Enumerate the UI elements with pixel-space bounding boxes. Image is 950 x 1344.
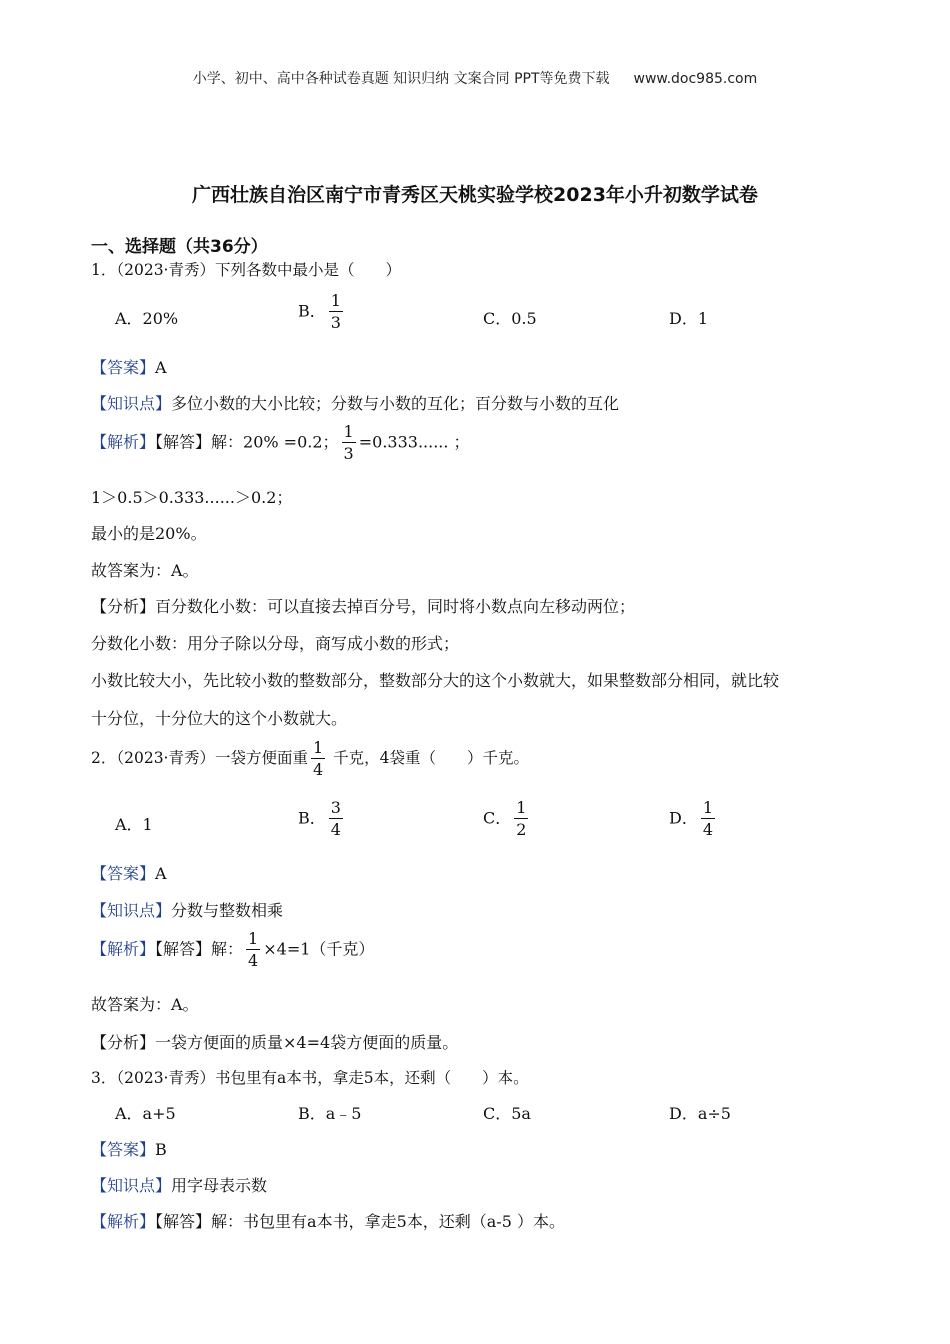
q1-knowledge bbox=[91, 391, 619, 414]
q1-solution-pre: 解：20% =0.2； bbox=[211, 432, 339, 452]
fraction-numerator: 1 bbox=[248, 929, 259, 948]
q1-solution-fraction bbox=[342, 424, 356, 462]
q2-option-b bbox=[298, 800, 346, 838]
q1-fenxi bbox=[91, 594, 635, 617]
q1-solution-post: =0.333...... ； bbox=[358, 432, 470, 452]
q2-option-a: A．1 bbox=[115, 815, 153, 834]
q3-answer-value: B bbox=[155, 1140, 167, 1159]
solution-tag: 【解答】 bbox=[155, 939, 212, 959]
fraction-denominator: 4 bbox=[702, 820, 714, 839]
header-site-link[interactable]: www.doc985.com bbox=[633, 71, 758, 87]
fraction-denominator: 3 bbox=[343, 444, 354, 463]
section-heading: 一、选择题（共36分） bbox=[91, 237, 268, 257]
q2-option-c bbox=[483, 800, 531, 838]
solution-tag: 【解答】 bbox=[155, 432, 212, 452]
q2-stem-pre: 2．（2023·青秀）一袋方便面重 bbox=[91, 749, 308, 767]
q2-option-b-label: B． bbox=[298, 808, 326, 828]
header-banner-text: 小学、初中、高中各种试卷真题 知识归纳 文案合同 PPT等免费下载 bbox=[192, 71, 610, 87]
knowledge-tag: 【知识点】 bbox=[91, 1176, 172, 1195]
q3-answer bbox=[91, 1137, 167, 1160]
q1-option-c: C．0.5 bbox=[483, 309, 537, 328]
q3-stem: 3．（2023·青秀）书包里有a本书，拿走5本，还剩（ ）本。 bbox=[91, 1069, 529, 1087]
solution-tag: 【解答】 bbox=[155, 1212, 212, 1231]
q2-option-d bbox=[669, 800, 718, 838]
fraction-denominator: 2 bbox=[516, 820, 527, 839]
q1-answer-value: A bbox=[155, 358, 167, 377]
q3-analysis bbox=[91, 1209, 565, 1232]
q2-knowledge-text: 分数与整数相乘 bbox=[171, 901, 284, 920]
knowledge-tag: 【知识点】 bbox=[91, 901, 172, 920]
q1-line3: 故答案为：A。 bbox=[91, 561, 199, 580]
q2-option-c-label: C． bbox=[483, 808, 512, 828]
q2-fenxi-text: 一袋方便面的质量×4=4袋方便面的质量。 bbox=[155, 1033, 459, 1052]
fraction-numerator: 1 bbox=[330, 291, 341, 310]
q1-line1: 1＞0.5＞0.333......＞0.2； bbox=[91, 488, 293, 507]
q2-knowledge bbox=[91, 898, 283, 921]
fraction-denominator: 4 bbox=[248, 951, 259, 970]
q3-option-d: D．a÷5 bbox=[669, 1104, 731, 1123]
q2-stem bbox=[91, 740, 529, 778]
q1-option-b-fraction bbox=[329, 293, 343, 331]
q2-option-d-fraction bbox=[701, 800, 715, 838]
fenxi-tag: 【分析】 bbox=[91, 1033, 156, 1052]
q3-knowledge bbox=[91, 1173, 267, 1196]
knowledge-tag: 【知识点】 bbox=[91, 394, 172, 413]
q1-fenxi3: 小数比较大小，先比较小数的整数部分，整数部分大的这个小数就大，如果整数部分相同，就比较 bbox=[91, 671, 780, 690]
fraction-numerator: 1 bbox=[313, 738, 324, 757]
q2-answer bbox=[91, 861, 167, 884]
q2-option-b-fraction bbox=[329, 800, 343, 838]
answer-tag: 【答案】 bbox=[91, 358, 156, 377]
fraction-denominator: 3 bbox=[330, 313, 341, 332]
q2-fenxi bbox=[91, 1030, 458, 1053]
q1-option-d: D．1 bbox=[669, 309, 709, 328]
q1-fenxi-text: 百分数化小数：可以直接去掉百分号，同时将小数点向左移动两位； bbox=[155, 597, 636, 616]
fraction-numerator: 1 bbox=[702, 798, 714, 817]
q2-stem-post: 千克，4袋重（ ）千克。 bbox=[328, 749, 529, 767]
q1-analysis bbox=[91, 424, 470, 462]
q1-option-b bbox=[298, 293, 346, 331]
fenxi-tag: 【分析】 bbox=[91, 597, 156, 616]
q3-solution-text: 解：书包里有a本书，拿走5本，还剩（a-5 ）本。 bbox=[211, 1212, 565, 1231]
q2-option-d-label: D． bbox=[669, 808, 698, 828]
q2-line1: 故答案为：A。 bbox=[91, 995, 199, 1014]
q1-answer bbox=[91, 355, 167, 378]
q3-knowledge-text: 用字母表示数 bbox=[171, 1176, 268, 1195]
q3-option-a: A．a+5 bbox=[115, 1104, 176, 1123]
analysis-tag: 【解析】 bbox=[91, 939, 156, 959]
q3-option-c: C．5a bbox=[483, 1104, 531, 1123]
fraction-numerator: 1 bbox=[516, 798, 527, 817]
fraction-denominator: 4 bbox=[330, 820, 341, 839]
page-header bbox=[0, 68, 950, 88]
q2-solution-pre: 解： bbox=[211, 939, 244, 959]
q3-option-b: B．a﹣5 bbox=[298, 1104, 362, 1123]
fraction-denominator: 4 bbox=[313, 760, 324, 779]
fraction-numerator: 1 bbox=[343, 422, 354, 441]
q2-answer-value: A bbox=[155, 864, 167, 883]
q2-option-c-fraction bbox=[514, 800, 528, 838]
q2-solution-post: ×4=1（千克） bbox=[263, 939, 375, 959]
answer-tag: 【答案】 bbox=[91, 1140, 156, 1159]
answer-tag: 【答案】 bbox=[91, 864, 156, 883]
q1-option-a: A．20% bbox=[115, 309, 179, 328]
q1-fenxi4: 十分位，十分位大的这个小数就大。 bbox=[91, 709, 348, 728]
q1-line2: 最小的是20%。 bbox=[91, 524, 207, 543]
q1-knowledge-text: 多位小数的大小比较；分数与小数的互化；百分数与小数的互化 bbox=[171, 394, 620, 413]
q1-option-b-label: B． bbox=[298, 301, 326, 321]
exam-title: 广西壮族自治区南宁市青秀区天桃实验学校2023年小升初数学试卷 bbox=[192, 184, 758, 206]
q1-stem: 1．（2023·青秀）下列各数中最小是（ ） bbox=[91, 261, 401, 279]
q2-solution-fraction bbox=[246, 931, 260, 969]
q2-stem-fraction bbox=[311, 740, 325, 778]
q2-analysis bbox=[91, 931, 374, 969]
q1-fenxi2: 分数化小数：用分子除以分母，商写成小数的形式； bbox=[91, 634, 460, 653]
analysis-tag: 【解析】 bbox=[91, 1212, 156, 1231]
fraction-numerator: 3 bbox=[330, 798, 341, 817]
analysis-tag: 【解析】 bbox=[91, 432, 156, 452]
